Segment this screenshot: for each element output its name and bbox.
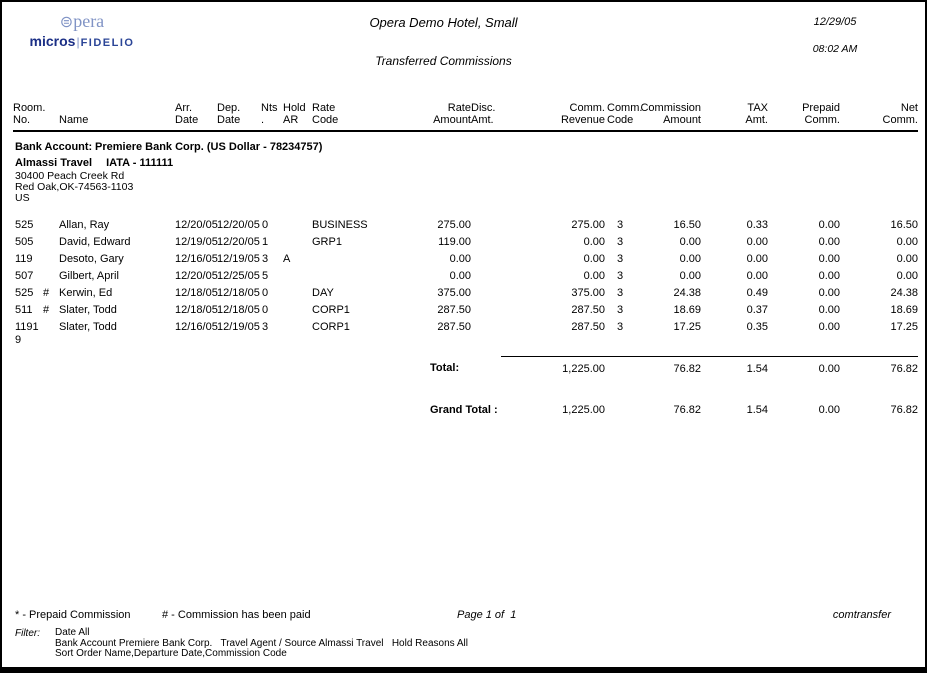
cell-net-comm: 0.00 [896, 253, 918, 265]
total-prepaid-comm: 0.00 [818, 362, 840, 375]
bank-account-line [15, 141, 918, 154]
cell-dep-date: 12/20/05 [217, 236, 260, 248]
col-header-name: Name [59, 102, 175, 131]
table-row [13, 319, 918, 349]
bank-account-value: Premiere Bank Corp. (US Dollar - 78234757) [95, 141, 323, 153]
table-row [13, 234, 918, 251]
cell-arr-date: 12/20/05 [175, 270, 218, 282]
cell-commission-amount: 17.25 [673, 321, 701, 333]
micros-fidelio-logo-text: micros|FIDELIO [29, 33, 135, 49]
totals-rule-row [13, 349, 918, 356]
commissions-table [13, 102, 918, 417]
col-header-hold-ar: Hold AR [283, 102, 312, 131]
cell-tax-amt: 0.35 [746, 321, 768, 333]
cell-disc-amt [471, 319, 501, 349]
cell-comm-code: 3 [617, 270, 624, 282]
cell-rate-amount: 375.00 [437, 287, 471, 299]
cell-tax-amt: 0.37 [746, 304, 768, 316]
cell-hold-ar [283, 319, 312, 349]
cell-hold-ar [283, 268, 312, 285]
filter-line-sort-order: Sort Order Name,Departure Date,Commission Code [55, 648, 287, 659]
cell-prepaid-comm: 0.00 [818, 253, 840, 265]
grand-total-commission-amount: 76.82 [673, 403, 701, 416]
cell-disc-amt [471, 234, 501, 251]
print-time: 08:02 AM [812, 43, 858, 55]
cell-rate-amount: 0.00 [449, 270, 471, 282]
cell-nts: 3 [262, 321, 269, 333]
cell-hold-ar [283, 285, 312, 302]
col-header-net-comm: Net Comm. [840, 102, 918, 131]
cell-rate-code: CORP1 [312, 321, 350, 333]
cell-dep-date: 12/18/05 [217, 304, 260, 316]
cell-nts: 0 [262, 219, 269, 231]
cell-comm-code: 3 [617, 287, 624, 299]
cell-tax-amt: 0.33 [746, 219, 768, 231]
cell-name: Gilbert, April [59, 270, 119, 282]
cell-prepaid-comm: 0.00 [818, 321, 840, 333]
footer-filter [15, 628, 905, 660]
cell-nts: 3 [262, 253, 269, 265]
cell-name: Kerwin, Ed [59, 287, 113, 299]
cell-paid-flag: # [43, 304, 50, 316]
col-header-dep-date: Dep. Date [217, 102, 261, 131]
cell-paid-flag [43, 319, 59, 349]
agent-line [15, 157, 918, 170]
total-net-comm: 76.82 [890, 362, 918, 375]
page-info: Page 1 of 1 [457, 609, 517, 621]
cell-disc-amt [471, 268, 501, 285]
bank-agent-block [13, 131, 918, 217]
cell-paid-flag [43, 251, 59, 268]
report-title: Transferred Commissions [375, 54, 512, 68]
cell-rate-code: DAY [312, 287, 334, 299]
cell-room-no: 119 [15, 253, 33, 265]
cell-dep-date: 12/20/05 [217, 219, 260, 231]
cell-net-comm: 0.00 [896, 270, 918, 282]
col-header-disc-amt: Disc. Amt. [471, 102, 501, 131]
cell-commission-amount: 0.00 [679, 270, 701, 282]
cell-name: Allan, Ray [59, 219, 110, 231]
col-header-paid-flag [43, 102, 59, 131]
cell-dep-date: 12/25/05 [217, 270, 260, 282]
hotel-name: Opera Demo Hotel, Small [369, 15, 518, 30]
cell-paid-flag: # [43, 287, 50, 299]
group-header-row [13, 131, 918, 217]
table-row [13, 285, 918, 302]
report-id: comtransfer [832, 609, 891, 621]
totals-gap-row [13, 376, 918, 398]
opera-swirl-icon: ⊜ [59, 14, 74, 31]
table-row [13, 251, 918, 268]
col-header-comm-code: Comm. Code [605, 102, 638, 131]
cell-room-no: 11919 [15, 321, 39, 346]
cell-disc-amt [471, 302, 501, 319]
table-body [13, 217, 918, 349]
cell-comm-code: 3 [617, 253, 624, 265]
col-header-tax-amt: TAX Amt. [701, 102, 768, 131]
cell-prepaid-comm: 0.00 [818, 287, 840, 299]
cell-disc-amt [471, 285, 501, 302]
cell-rate-amount: 275.00 [437, 219, 471, 231]
cell-net-comm: 16.50 [890, 219, 918, 231]
cell-prepaid-comm: 0.00 [818, 236, 840, 248]
grand-total-net-comm: 76.82 [890, 403, 918, 416]
agent-address-line1: 30400 Peach Creek Rd [15, 170, 125, 182]
total-row [13, 356, 918, 376]
opera-logo-text: ⊜pera [59, 11, 105, 31]
agent-name: Almassi Travel [15, 157, 93, 169]
col-header-nts: Nts . [261, 102, 283, 131]
cell-comm-revenue: 287.50 [571, 304, 605, 316]
cell-tax-amt: 0.00 [746, 236, 768, 248]
filter-lines [55, 628, 905, 660]
cell-net-comm: 24.38 [890, 287, 918, 299]
title-block [2, 2, 885, 68]
table-row [13, 302, 918, 319]
cell-nts: 0 [262, 304, 269, 316]
cell-hold-ar: A [283, 253, 291, 265]
col-header-arr-date: Arr. Date [175, 102, 217, 131]
filter-line-bank-agent: Bank Account Premiere Bank Corp. Travel Agent / Source Almassi Travel Hold Reasons All [55, 637, 468, 649]
cell-prepaid-comm: 0.00 [818, 270, 840, 282]
cell-name: David, Edward [59, 236, 131, 248]
legend-prepaid-commission: * - Prepaid Commission [15, 609, 131, 621]
total-label: Total: [430, 362, 460, 374]
cell-nts: 5 [262, 270, 269, 282]
cell-name: Slater, Todd [59, 321, 117, 333]
table-row [13, 217, 918, 234]
cell-comm-code: 3 [617, 219, 624, 231]
cell-comm-code: 3 [617, 321, 624, 333]
cell-dep-date: 12/19/05 [217, 253, 260, 265]
grand-total-prepaid-comm: 0.00 [818, 403, 840, 416]
cell-net-comm: 0.00 [896, 236, 918, 248]
cell-room-no: 511 [15, 304, 33, 316]
cell-room-no: 507 [15, 270, 34, 282]
legend-commission-paid: # - Commission has been paid [162, 609, 311, 621]
col-header-rate-amount: Rate Amount [392, 102, 471, 131]
cell-comm-revenue: 287.50 [571, 321, 605, 333]
table-row [13, 268, 918, 285]
cell-dep-date: 12/19/05 [217, 321, 260, 333]
cell-nts: 1 [262, 236, 269, 248]
bank-account-label: Bank Account: [15, 141, 93, 153]
cell-room-no: 505 [15, 236, 34, 248]
cell-rate-amount: 0.00 [449, 253, 471, 265]
cell-rate-code [312, 268, 392, 285]
cell-prepaid-comm: 0.00 [818, 219, 840, 231]
total-tax-amt: 1.54 [746, 362, 768, 375]
agent-address-line2: Red Oak,OK-74563-1103 [15, 181, 134, 193]
cell-name: Slater, Todd [59, 304, 117, 316]
cell-arr-date: 12/20/05 [175, 219, 218, 231]
cell-tax-amt: 0.00 [746, 253, 768, 265]
cell-comm-revenue: 0.00 [583, 270, 605, 282]
cell-net-comm: 17.25 [890, 321, 918, 333]
cell-nts: 0 [262, 287, 269, 299]
cell-comm-revenue: 275.00 [571, 219, 605, 231]
cell-commission-amount: 18.69 [673, 304, 701, 316]
filter-label: Filter: [15, 628, 40, 639]
cell-room-no: 525 [15, 287, 34, 299]
cell-rate-amount: 287.50 [437, 304, 471, 316]
cell-prepaid-comm: 0.00 [818, 304, 840, 316]
cell-tax-amt: 0.00 [746, 270, 768, 282]
cell-commission-amount: 16.50 [673, 219, 701, 231]
agent-iata: IATA - 111111 [106, 157, 174, 169]
group-header-body [13, 131, 918, 217]
grand-total-tax-amt: 1.54 [746, 403, 768, 416]
cell-paid-flag [43, 217, 59, 234]
datetime-block [775, 16, 895, 55]
column-header-row [13, 102, 918, 131]
cell-arr-date: 12/18/05 [175, 304, 218, 316]
cell-commission-amount: 24.38 [673, 287, 701, 299]
agent-address-line3: US [15, 192, 30, 204]
grand-total-label: Grand Total : [430, 403, 498, 416]
total-commission-amount: 76.82 [673, 362, 701, 375]
cell-comm-revenue: 0.00 [583, 253, 605, 265]
cell-hold-ar [283, 302, 312, 319]
cell-rate-amount: 119.00 [438, 236, 471, 248]
cell-comm-code: 3 [617, 236, 624, 248]
col-header-room-no: Room. No. [13, 102, 43, 131]
cell-dep-date: 12/18/05 [217, 287, 260, 299]
col-header-comm-revenue: Comm. Revenue [501, 102, 605, 131]
cell-name: Desoto, Gary [59, 253, 124, 265]
grand-total-row [13, 398, 918, 417]
col-header-prepaid-comm: Prepaid Comm. [768, 102, 840, 131]
cell-rate-code: CORP1 [312, 304, 350, 316]
totals-body [13, 349, 918, 417]
cell-arr-date: 12/19/05 [175, 236, 218, 248]
cell-arr-date: 12/18/05 [175, 287, 218, 299]
cell-rate-amount: 287.50 [437, 321, 471, 333]
cell-comm-revenue: 0.00 [583, 236, 605, 248]
footer-legend [15, 609, 895, 623]
cell-paid-flag [43, 268, 59, 285]
filter-line-date: Date All [55, 627, 90, 638]
cell-arr-date: 12/16/05 [175, 321, 218, 333]
cell-commission-amount: 0.00 [679, 253, 701, 265]
cell-comm-revenue: 375.00 [571, 287, 605, 299]
cell-hold-ar [283, 217, 312, 234]
col-header-rate-code: Rate Code [312, 102, 392, 131]
cell-hold-ar [283, 234, 312, 251]
cell-rate-code: BUSINESS [312, 219, 368, 231]
cell-net-comm: 18.69 [890, 304, 918, 316]
col-header-commission-amount: Commission Amount [638, 102, 701, 131]
cell-tax-amt: 0.49 [746, 287, 768, 299]
print-date: 12/29/05 [813, 16, 857, 28]
report-header [2, 2, 925, 102]
cell-commission-amount: 0.00 [679, 236, 701, 248]
cell-room-no: 525 [15, 219, 34, 231]
cell-arr-date: 12/16/05 [175, 253, 218, 265]
cell-disc-amt [471, 217, 501, 234]
cell-rate-code [312, 251, 392, 268]
cell-disc-amt [471, 251, 501, 268]
total-comm-revenue: 1,225.00 [562, 362, 605, 375]
cell-rate-code: GRP1 [312, 236, 342, 248]
cell-comm-code: 3 [617, 304, 624, 316]
totals-rule [501, 349, 918, 356]
logo-separator: | [76, 35, 80, 49]
grand-total-comm-revenue: 1,225.00 [562, 403, 605, 416]
cell-paid-flag [43, 234, 59, 251]
